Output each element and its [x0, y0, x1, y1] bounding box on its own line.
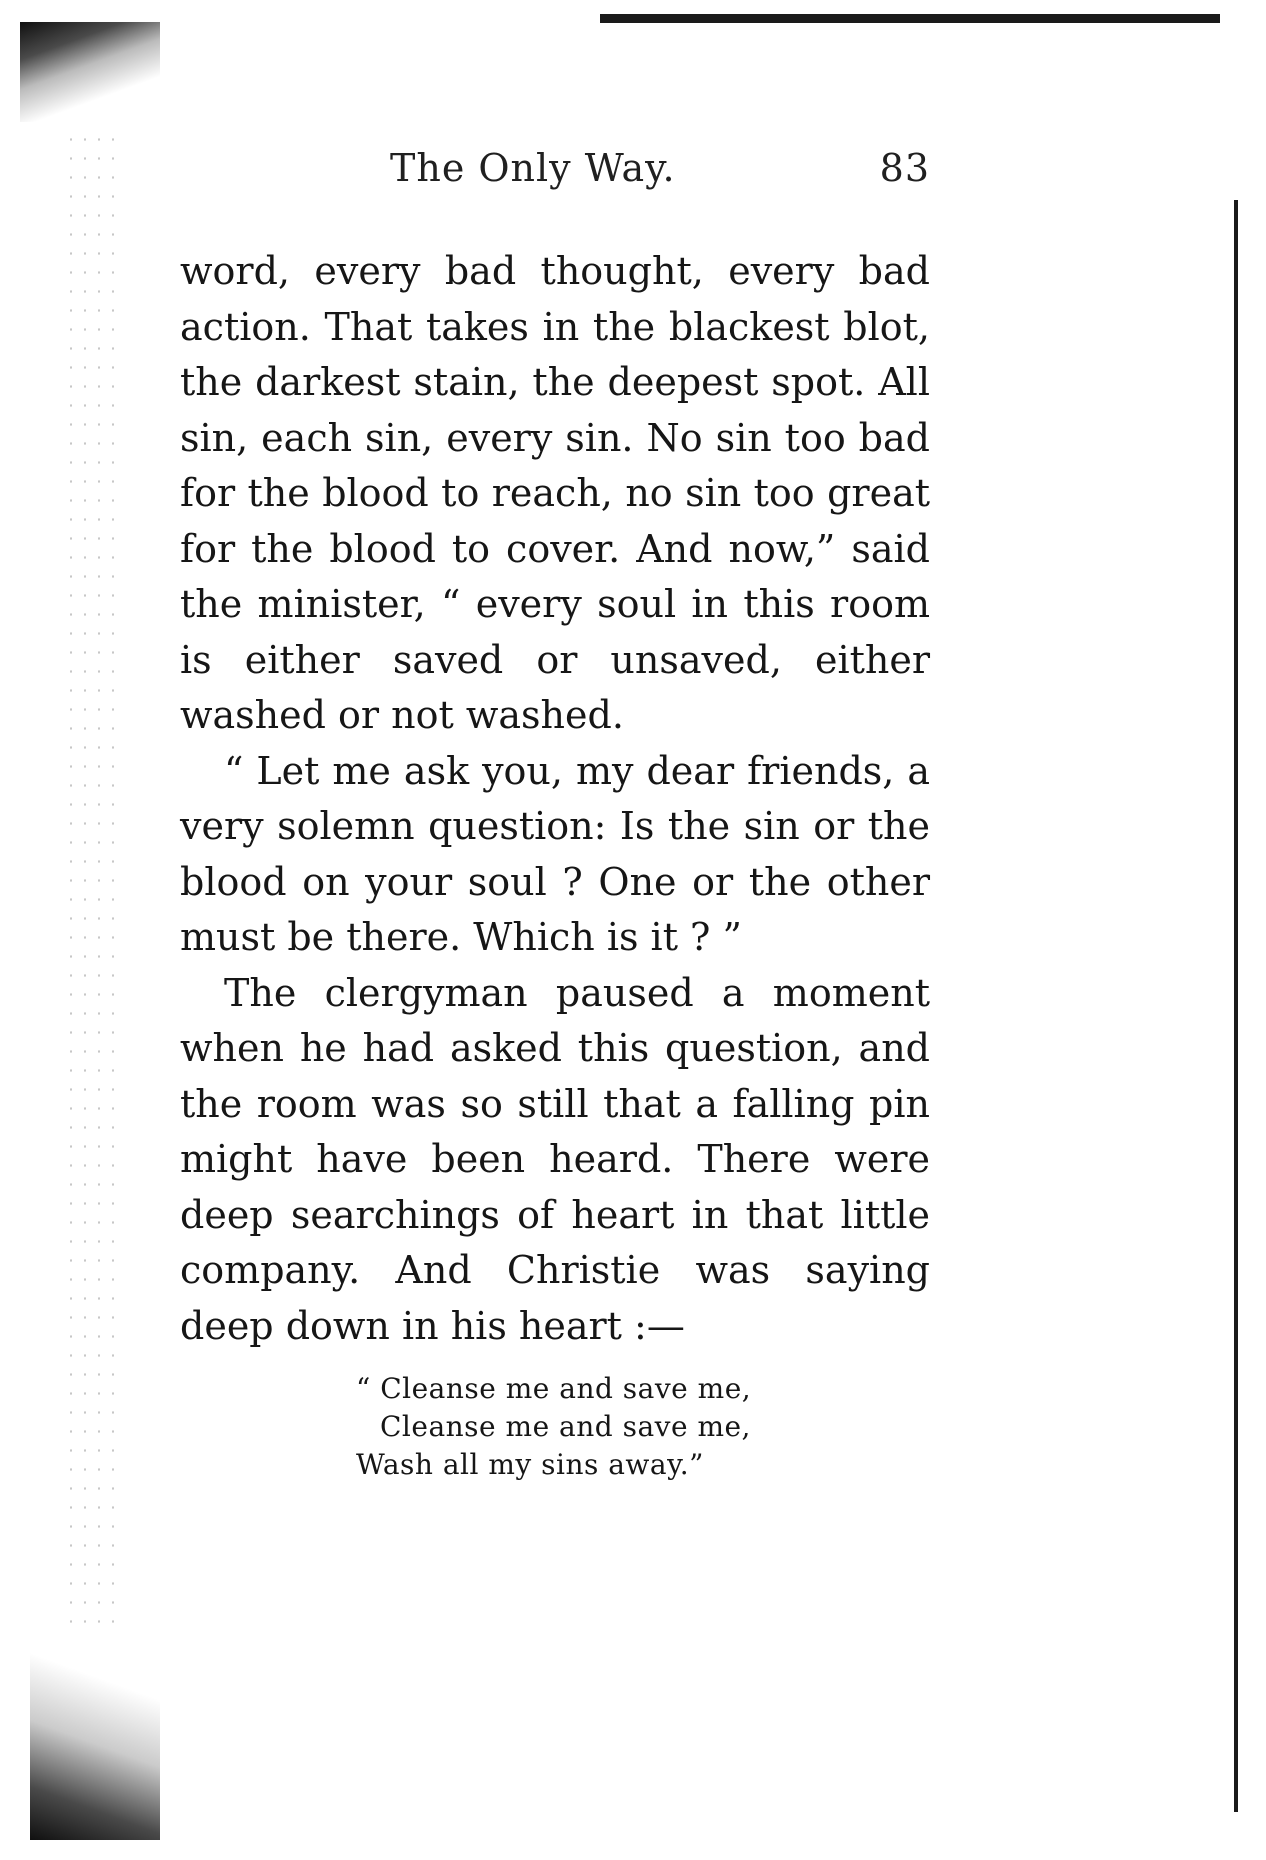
scan-shadow-bottom: [30, 1620, 160, 1840]
verse-line-1: “ Cleanse me and save me,: [356, 1372, 752, 1405]
page-number: 83: [879, 146, 930, 190]
scan-speckle: [64, 130, 114, 1630]
body-text: [180, 244, 930, 1354]
scan-edge-top: [600, 14, 1220, 23]
scan-edge-right: [1234, 200, 1238, 1812]
scan-shadow-top: [20, 22, 160, 122]
running-head: [180, 146, 930, 206]
paragraph-3: The clergyman paused a moment when he had asked this question, and the room was so still that a falling pin might have been heard. There were deep searchings of heart in that little company. And Christie was saying deep down in his heart :—: [180, 970, 930, 1348]
verse-line-3: Wash all my sins away.”: [356, 1448, 704, 1481]
paragraph-2: “ Let me ask you, my dear friends, a very solemn question: Is the sin or the blood on your soul ? One or the other must be there. Which is it ? ”: [180, 748, 930, 959]
verse-quote: [356, 1370, 916, 1484]
paragraph-1: word, every bad thought, every bad action. That takes in the blackest blot, the darkest stain, the deepest spot. All sin, each sin, every sin. No sin too bad for the blood to reach, no sin too great for the blood to cover. And now,” said the minister, “ every soul in this room is either saved or unsaved, either washed or not washed.: [180, 249, 930, 737]
verse-line-2: Cleanse me and save me,: [380, 1410, 751, 1443]
running-title: The Only Way.: [390, 146, 676, 190]
